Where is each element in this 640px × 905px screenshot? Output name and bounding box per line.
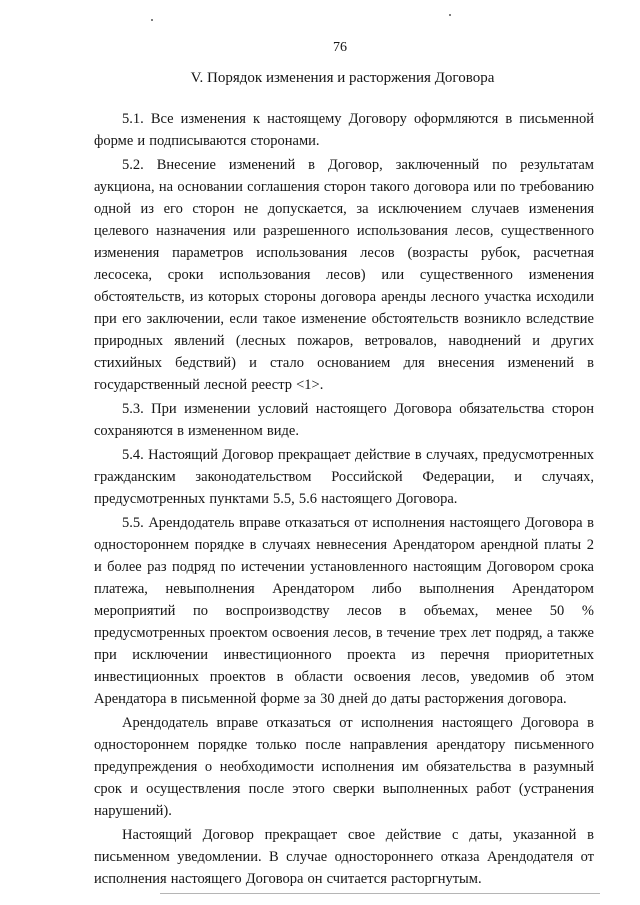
paragraph-termination-date: Настоящий Договор прекращает свое действие с даты, указанной в письменном уведомлении. В случае одностороннего отказа Арендодателя от исполнения настоящего Договора он считается расторгнутым. xyxy=(94,827,594,887)
paragraph-5-5: 5.5. Арендодатель вправе отказаться от исполнения настоящего Договора в одностороннем порядке в случаях невнесения Арендатором арендной платы 2 и более раз подряд по истечении установленного настоящим Договором срока платежа, невыполнения Арендатором либо выполнения Арендатором мероприятий по воспроизводству лесов в объемах, менее 50 % предусмотренных проектом освоения лесов, в течение трех лет подряд, а также при исключении инвестиционного проекта из перечня приоритетных инвестиционных проектов в области освоения лесов, уведомив об этом Арендатора в письменной форме за 30 дней до даты расторжения договора. xyxy=(94,515,594,707)
paragraph-lessor-refusal: Арендодатель вправе отказаться от исполнения настоящего Договора в одностороннем порядке только после направления арендатору письменного предупреждения о необходимости исполнения им обязательства в разумный срок и осуществления после этого сверки выполненных работ (устранения нарушений). xyxy=(94,715,594,819)
document-body xyxy=(94,108,594,892)
scan-speck-right xyxy=(449,14,451,16)
page-number: 76 xyxy=(333,40,347,55)
section-heading: V. Порядок изменения и расторжения Договора xyxy=(190,70,495,86)
paragraph-5-4: 5.4. Настоящий Договор прекращает действие в случаях, предусмотренных гражданским законодательством Российской Федерации, и случаях, предусмотренных пунктами 5.5, 5.6 настоящего Договора. xyxy=(94,447,594,507)
paragraph-5-3: 5.3. При изменении условий настоящего Договора обязательства сторон сохраняются в измененном виде. xyxy=(94,401,594,439)
page-bottom-edge xyxy=(160,893,600,894)
scan-speck-left xyxy=(151,19,153,21)
paragraph-5-2: 5.2. Внесение изменений в Договор, заключенный по результатам аукциона, на основании соглашения сторон такого договора или по требованию одной из его сторон не допускается, за исключением случаев изменения целевого назначения или разрешенного использования лесов, существенного изменения параметров использования лесов (возрасты рубок, расчетная лесосека, сроки использования лесов) или существенного изменения обстоятельств, из которых стороны договора аренды лесного участка исходили при его заключении, если такое изменение обстоятельств возникло вследствие природных явлений (лесных пожаров, ветровалов, наводнений и других стихийных бедствий) и стало основанием для внесения изменений в государственный лесной реестр <1>. xyxy=(94,157,594,393)
paragraph-5-1: 5.1. Все изменения к настоящему Договору оформляются в письменной форме и подписываются сторонами. xyxy=(94,111,594,149)
